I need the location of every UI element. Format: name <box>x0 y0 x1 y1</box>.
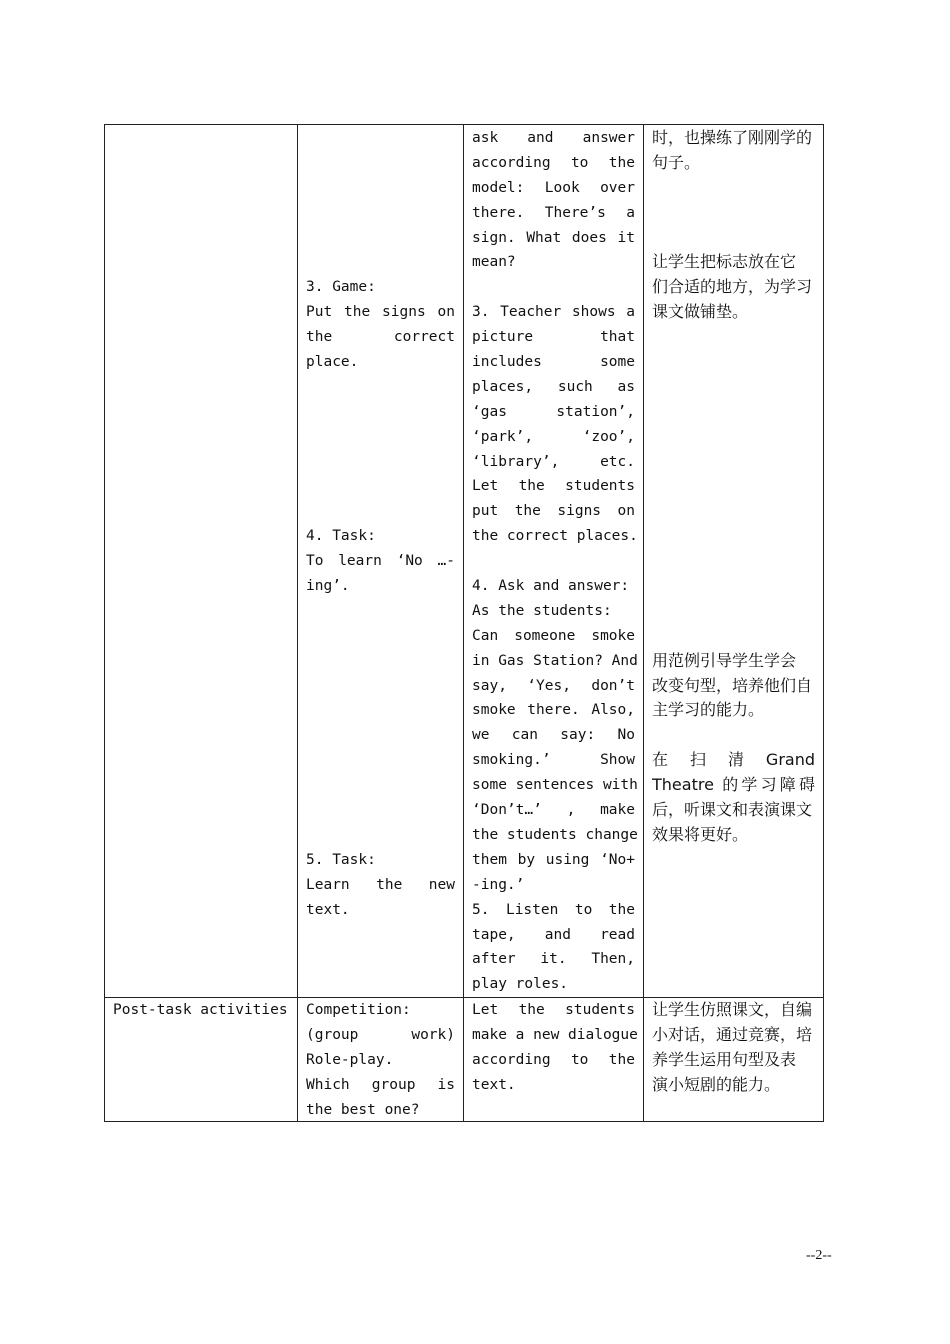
cell-line: make a new dialogue <box>472 1026 638 1043</box>
cell-line <box>306 773 455 798</box>
cell-line <box>652 474 815 499</box>
cell-line <box>652 400 815 425</box>
row2-stage-cell <box>113 998 291 1023</box>
cell-line: Which group is <box>306 1076 455 1093</box>
cell-line: 4. Ask and answer: <box>472 578 630 595</box>
cell-line <box>306 599 455 624</box>
cell-line <box>652 549 815 574</box>
cell-line: 后，听课文和表演课文 <box>652 800 813 820</box>
row2-activity-cell <box>472 998 638 1098</box>
cell-line: Role-play. <box>306 1051 394 1068</box>
cell-line <box>306 723 455 748</box>
cell-line: we can say: No <box>472 727 635 744</box>
cell-line: Put the signs on <box>306 304 455 321</box>
cell-line: 句子。 <box>652 152 701 172</box>
cell-line: 5. Task: <box>306 851 376 868</box>
cell-line: there. There’s a <box>472 204 635 221</box>
table-border-col2 <box>297 124 298 1122</box>
cell-line <box>306 823 455 848</box>
cell-line: model: Look over <box>472 179 635 196</box>
cell-line: 养学生运用句型及表 <box>652 1049 797 1069</box>
cell-line <box>652 350 815 375</box>
page-number: --2-- <box>806 1248 832 1263</box>
cell-line <box>652 723 815 748</box>
cell-line: As the students: <box>472 602 612 619</box>
cell-line <box>306 698 455 723</box>
cell-line: the correct places. <box>472 528 638 545</box>
cell-line: the students change <box>472 826 638 843</box>
cell-line: sign. What does it <box>472 229 635 246</box>
cell-line: To learn ‘No …- <box>306 553 455 570</box>
cell-line: after it. Then, <box>472 951 635 968</box>
cell-line <box>306 201 455 226</box>
cell-line <box>652 425 815 450</box>
cell-line: text. <box>306 901 350 918</box>
cell-line: ‘library’, etc. <box>472 453 635 470</box>
cell-line: ‘gas station’, <box>472 403 635 420</box>
cell-line <box>306 176 455 201</box>
cell-line: 在 扫 清 Grand <box>652 750 815 770</box>
cell-line: Competition: <box>306 1002 411 1018</box>
cell-line <box>652 325 815 350</box>
cell-line: Let the students <box>472 1002 635 1018</box>
cell-line <box>306 425 455 450</box>
cell-line: includes some <box>472 354 635 371</box>
cell-line <box>652 499 815 524</box>
cell-line: 3. Teacher shows a <box>472 304 635 321</box>
cell-line <box>472 549 635 574</box>
cell-line: ‘Don’t…’ , make <box>472 802 635 819</box>
cell-line: 小对话，通过竞赛，培 <box>652 1024 813 1044</box>
cell-line <box>306 649 455 674</box>
table-border-top <box>104 124 824 125</box>
cell-line: in Gas Station? And <box>472 652 638 669</box>
row2-purpose-cell <box>652 998 815 1098</box>
cell-line: the best one? <box>306 1101 420 1118</box>
cell-line: (group work) <box>306 1026 455 1043</box>
cell-line <box>472 275 635 300</box>
cell-line <box>306 226 455 251</box>
cell-line <box>652 524 815 549</box>
table-border-col3 <box>463 124 464 1122</box>
table-border-col4 <box>643 124 644 1122</box>
cell-line: 用范例引导学生学会 <box>652 650 797 670</box>
cell-line <box>652 599 815 624</box>
row1-purpose-cell <box>652 126 815 848</box>
cell-line: text. <box>472 1076 516 1093</box>
cell-line: 4. Task: <box>306 528 376 545</box>
cell-line <box>306 624 455 649</box>
cell-line <box>306 151 455 176</box>
cell-line: mean? <box>472 254 516 271</box>
row1-task-cell <box>306 126 455 923</box>
cell-line: Learn the new <box>306 876 455 893</box>
table-border-bottom <box>104 1121 824 1122</box>
cell-line: 时，也操练了刚刚学的 <box>652 128 813 147</box>
cell-line: Post-task activities <box>113 1002 288 1018</box>
cell-line <box>652 375 815 400</box>
cell-line <box>306 126 455 151</box>
cell-line: ask and answer <box>472 130 635 146</box>
cell-line: ‘park’, ‘zoo’, <box>472 428 635 445</box>
cell-line: 让学生把标志放在它 <box>652 252 797 272</box>
cell-line: according to the <box>472 154 635 171</box>
table-border-right <box>823 124 824 1122</box>
cell-line <box>306 375 455 400</box>
cell-line <box>306 499 455 524</box>
cell-line <box>306 400 455 425</box>
cell-line: places, such as <box>472 378 635 395</box>
cell-line: 5. Listen to the <box>472 901 635 918</box>
cell-line: 让学生仿照课文，自编 <box>652 1000 813 1019</box>
cell-line <box>652 226 815 251</box>
cell-line: 演小短剧的能力。 <box>652 1074 781 1094</box>
cell-line: Can someone smoke <box>472 627 635 644</box>
cell-line: the correct <box>306 329 455 346</box>
cell-line: Theatre 的学习障碍 <box>652 775 815 795</box>
cell-line <box>306 474 455 499</box>
cell-line: play roles. <box>472 976 569 993</box>
cell-line <box>306 450 455 475</box>
cell-line <box>652 176 815 201</box>
cell-line: 改变句型，培养他们自 <box>652 675 813 695</box>
row2-task-cell <box>306 998 455 1122</box>
cell-line <box>306 674 455 699</box>
cell-line: ing’. <box>306 578 350 595</box>
cell-line: according to the <box>472 1051 635 1068</box>
cell-line: smoke there. Also, <box>472 702 635 719</box>
cell-line: picture that <box>472 329 635 346</box>
cell-line: 主学习的能力。 <box>652 700 765 720</box>
cell-line: put the signs on <box>472 503 635 520</box>
cell-line <box>306 798 455 823</box>
cell-line: some sentences with <box>472 777 638 794</box>
cell-line: 课文做铺垫。 <box>652 302 749 322</box>
cell-line: place. <box>306 354 359 371</box>
cell-line: 们合适的地方，为学习 <box>652 277 813 297</box>
cell-line: say, ‘Yes, don’t <box>472 677 635 694</box>
cell-line <box>652 450 815 475</box>
cell-line: Let the students <box>472 478 635 495</box>
cell-line <box>306 748 455 773</box>
cell-line: smoking.’ Show <box>472 752 635 769</box>
cell-line: -ing.’ <box>472 876 525 893</box>
cell-line: them by using ‘No+ <box>472 851 635 868</box>
cell-line <box>306 250 455 275</box>
cell-line: 效果将更好。 <box>652 824 749 844</box>
row1-activity-cell <box>472 126 638 997</box>
table-border-left <box>104 124 105 1122</box>
cell-line: tape, and read <box>472 926 635 943</box>
cell-line: 3. Game: <box>306 279 376 296</box>
cell-line <box>652 624 815 649</box>
cell-line <box>652 201 815 226</box>
cell-line <box>652 574 815 599</box>
